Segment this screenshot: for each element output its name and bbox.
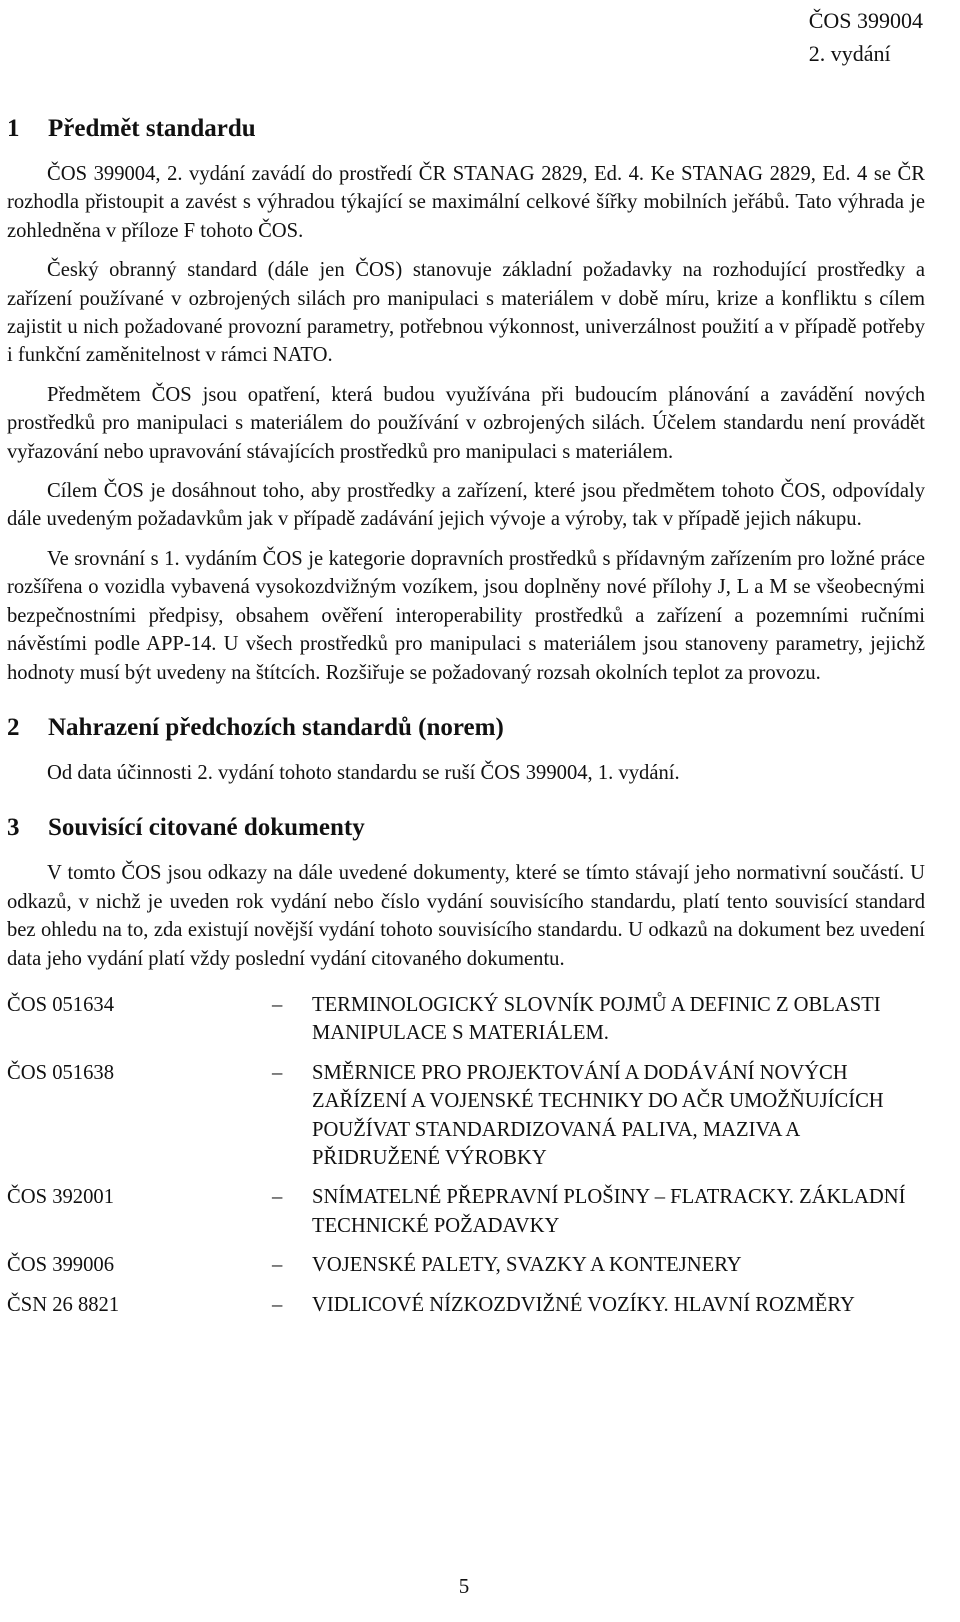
paragraph: Předmětem ČOS jsou opatření, která budou využívána při budoucím plánování a zavádění nových prostředků pro manipulaci s materiálem do používání v ozbrojených silách. Účelem standardu není provádět vyřazování nebo upravování stávajících prostředků pro manipulaci s materiálem. (7, 383, 925, 463)
paragraph: V tomto ČOS jsou odkazy na dále uvedené dokumenty, které se tímto stávají jeho normativní součástí. U odkazů, v nichž je uveden rok vydání nebo číslo vydání souvisícího standardu, platí tento souvisící standard bez ohledu na to, zda existují novější vydání tohoto souvisícího standardu. U odkazů na dokument bez uvedení data jeho vydání platí vždy poslední vydání citovaného dokumentu. (7, 862, 925, 970)
section-heading (7, 811, 925, 845)
section-title: Souvisící citované dokumenty (48, 814, 365, 842)
reference-dash: – (272, 1061, 283, 1084)
reference-list (7, 991, 925, 1319)
reference-dash: – (272, 1293, 283, 1316)
reference-code: ČSN 26 8821 (7, 1293, 120, 1316)
document-body (7, 112, 925, 1330)
reference-title: SMĚRNICE PRO PROJEKTOVÁNÍ A DODÁVÁNÍ NOVÝCH ZAŘÍZENÍ A VOJENSKÉ TECHNIKY DO AČR UMOŽŇUJÍCÍCH POUŽÍVAT STANDARDIZOVANÁ PALIVA, MAZIVA A PŘIDRUŽENÉ VÝROBKY (312, 1061, 884, 1169)
section-3 (7, 811, 925, 973)
section-heading (7, 112, 925, 146)
reference-title: TERMINOLOGICKÝ SLOVNÍK POJMŮ A DEFINIC Z OBLASTI MANIPULACE S MATERIÁLEM. (312, 993, 881, 1045)
reference-code: ČOS 399006 (7, 1254, 114, 1277)
reference-code: ČOS 392001 (7, 1186, 114, 1209)
section-number: 2 (7, 713, 20, 741)
reference-item (7, 1059, 925, 1173)
document-header (809, 4, 923, 70)
section-title: Předmět standardu (48, 115, 256, 142)
section-title: Nahrazení předchozích standardů (norem) (48, 713, 504, 741)
reference-title: SNÍMATELNÉ PŘEPRAVNÍ PLOŠINY – FLATRACKY. ZÁKLADNÍ TECHNICKÉ POŽADAVKY (312, 1186, 906, 1237)
reference-dash: – (272, 1254, 283, 1277)
reference-item (7, 1291, 925, 1319)
reference-title: VOJENSKÉ PALETY, SVAZKY A KONTEJNERY (312, 1254, 742, 1277)
page-number: 5 (458, 1574, 470, 1598)
reference-title: VIDLICOVÉ NÍZKOZDVIŽNÉ VOZÍKY. HLAVNÍ ROZMĚRY (312, 1293, 855, 1316)
reference-code: ČOS 051638 (7, 1061, 114, 1084)
paragraph: ČOS 399004, 2. vydání zavádí do prostředí ČR STANAG 2829, Ed. 4. Ke STANAG 2829, Ed. 4 se ČR rozhodla přistoupit a zavést s výhradou týkající se maximální celkové šířky mobilních jeřábů. Tato výhrada je zohledněna v příloze F tohoto ČOS. (7, 163, 925, 242)
section-heading (7, 711, 925, 745)
reference-dash: – (272, 993, 283, 1016)
section-number: 3 (7, 814, 20, 842)
paragraph: Ve srovnání s 1. vydáním ČOS je kategorie dopravních prostředků s přídavným zařízením pro ložné práce rozšířena o vozidla vybavená vysokozdvižným vozíkem, jsou doplněny nové přílohy J, L a M se všeobecnými bezpečnostními předpisy, obsahem ověření interoperability prostředků a zařízení a pozemními ručními návěstími podle APP-14. U všech prostředků pro manipulaci s materiálem jsou stanoveny parametry, jejichž hodnoty musí být uvedeny na štítcích. Rozšiřuje se požadovaný rozsah okolních teplot za provozu. (7, 547, 925, 684)
reference-item (7, 1251, 925, 1279)
section-1 (7, 112, 925, 687)
reference-code: ČOS 051634 (7, 993, 114, 1016)
reference-dash: – (272, 1186, 283, 1209)
reference-item (7, 991, 925, 1048)
section-number: 1 (7, 115, 20, 142)
section-2 (7, 711, 925, 787)
document-id: ČOS 399004 (808, 8, 923, 33)
paragraph: Od data účinnosti 2. vydání tohoto standardu se ruší ČOS 399004, 1. vydání. (47, 761, 680, 784)
edition-label: 2. vydání (808, 41, 891, 66)
paragraph: Cílem ČOS je dosáhnout toho, aby prostředky a zařízení, které jsou předmětem tohoto ČOS, odpovídaly dále uvedeným požadavkům jak v případě zadávání jejich vývoje a výroby, tak v případě jejich nákupu. (7, 480, 925, 531)
paragraph: Český obranný standard (dále jen ČOS) stanovuje základní požadavky na rozhodující prostředky a zařízení používané v ozbrojených silách pro manipulaci s materiálem v době míru, krize a konfliktu s cílem zajistit u nich požadované provozní parametry, potřebnou výkonnost, univerzálnost použití a v případě potřeby i funkční zaměnitelnost v rámci NATO. (7, 259, 925, 367)
reference-item (7, 1183, 925, 1240)
